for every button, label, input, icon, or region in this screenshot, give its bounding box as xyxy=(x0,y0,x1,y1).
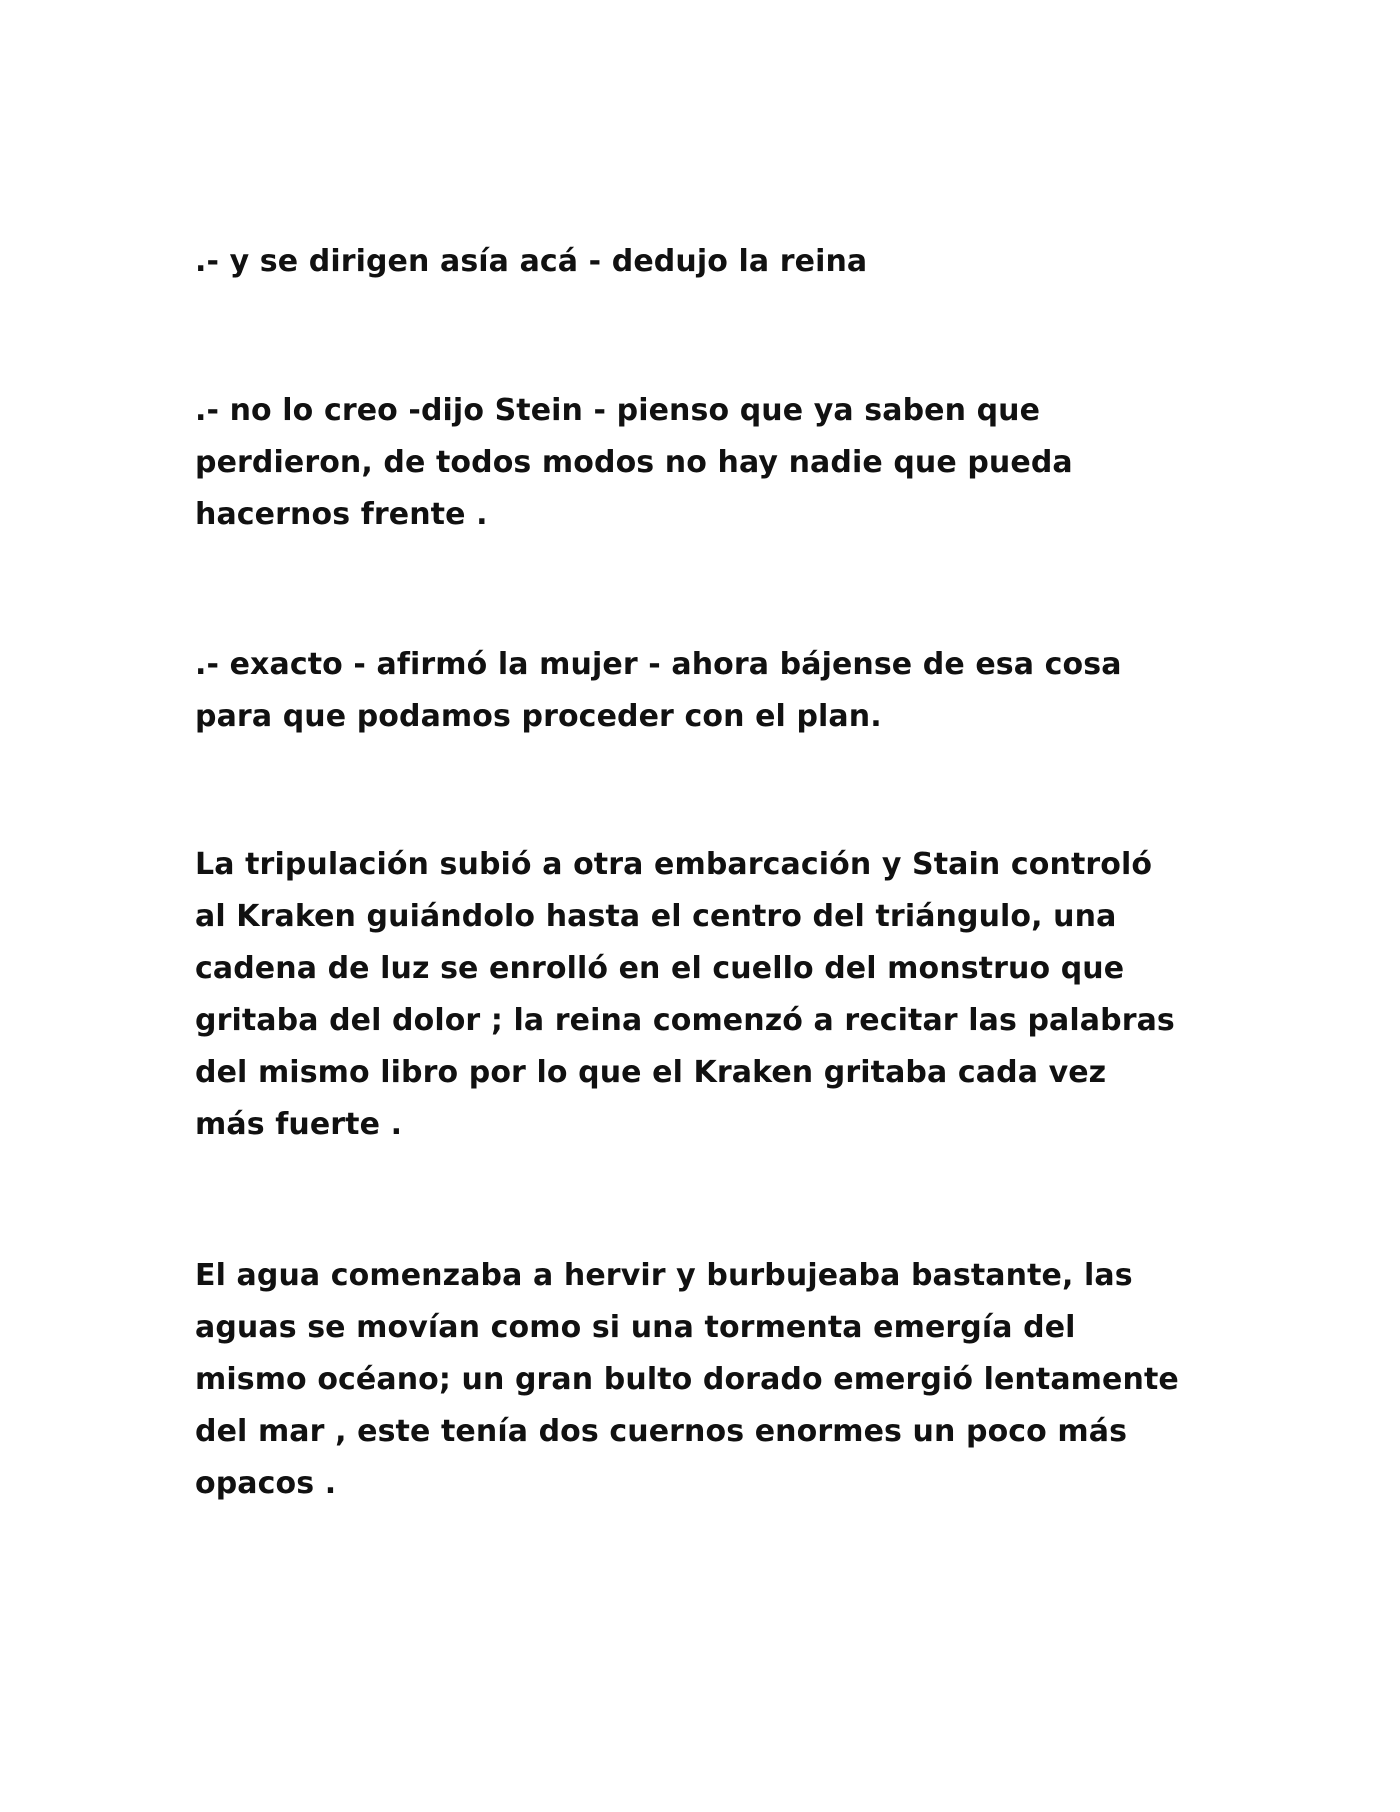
paragraph-narration-water xyxy=(195,1250,1240,1510)
text-line: perdieron, de todos modos no hay nadie que pueda xyxy=(195,445,1073,480)
text-line: La tripulación subió a otra embarcación y Stain controló xyxy=(195,847,1153,882)
text-line: del mismo libro por lo que el Kraken gritaba cada vez xyxy=(195,1055,1107,1090)
paragraph-dialogue-woman xyxy=(195,639,1240,743)
text-line: aguas se movían como si una tormenta emergía del xyxy=(195,1310,1076,1345)
text-line: El agua comenzaba a hervir y burbujeaba bastante, las xyxy=(195,1258,1133,1293)
text-line: opacos . xyxy=(195,1466,337,1501)
text-line: .- no lo creo -dijo Stein - pienso que ya saben que xyxy=(195,393,1041,428)
text-line: gritaba del dolor ; la reina comenzó a recitar las palabras xyxy=(195,1003,1175,1038)
text-line: cadena de luz se enrolló en el cuello del monstruo que xyxy=(195,951,1125,986)
text-line: .- exacto - afirmó la mujer - ahora bájense de esa cosa xyxy=(195,647,1122,682)
text-line: del mar , este tenía dos cuernos enormes un poco más xyxy=(195,1414,1128,1449)
text-line: mismo océano; un gran bulto dorado emergió lentamente xyxy=(195,1362,1179,1397)
text-line: .- y se dirigen asía acá - dedujo la reina xyxy=(195,244,868,279)
text-line: al Kraken guiándolo hasta el centro del triángulo, una xyxy=(195,899,1117,934)
text-line: más fuerte . xyxy=(195,1107,403,1142)
paragraph-narration-kraken xyxy=(195,839,1240,1151)
text-line: para que podamos proceder con el plan. xyxy=(195,699,882,734)
paragraph-dialogue-queen xyxy=(195,236,1240,288)
text-line: hacernos frente . xyxy=(195,497,488,532)
paragraph-dialogue-stein xyxy=(195,385,1240,541)
